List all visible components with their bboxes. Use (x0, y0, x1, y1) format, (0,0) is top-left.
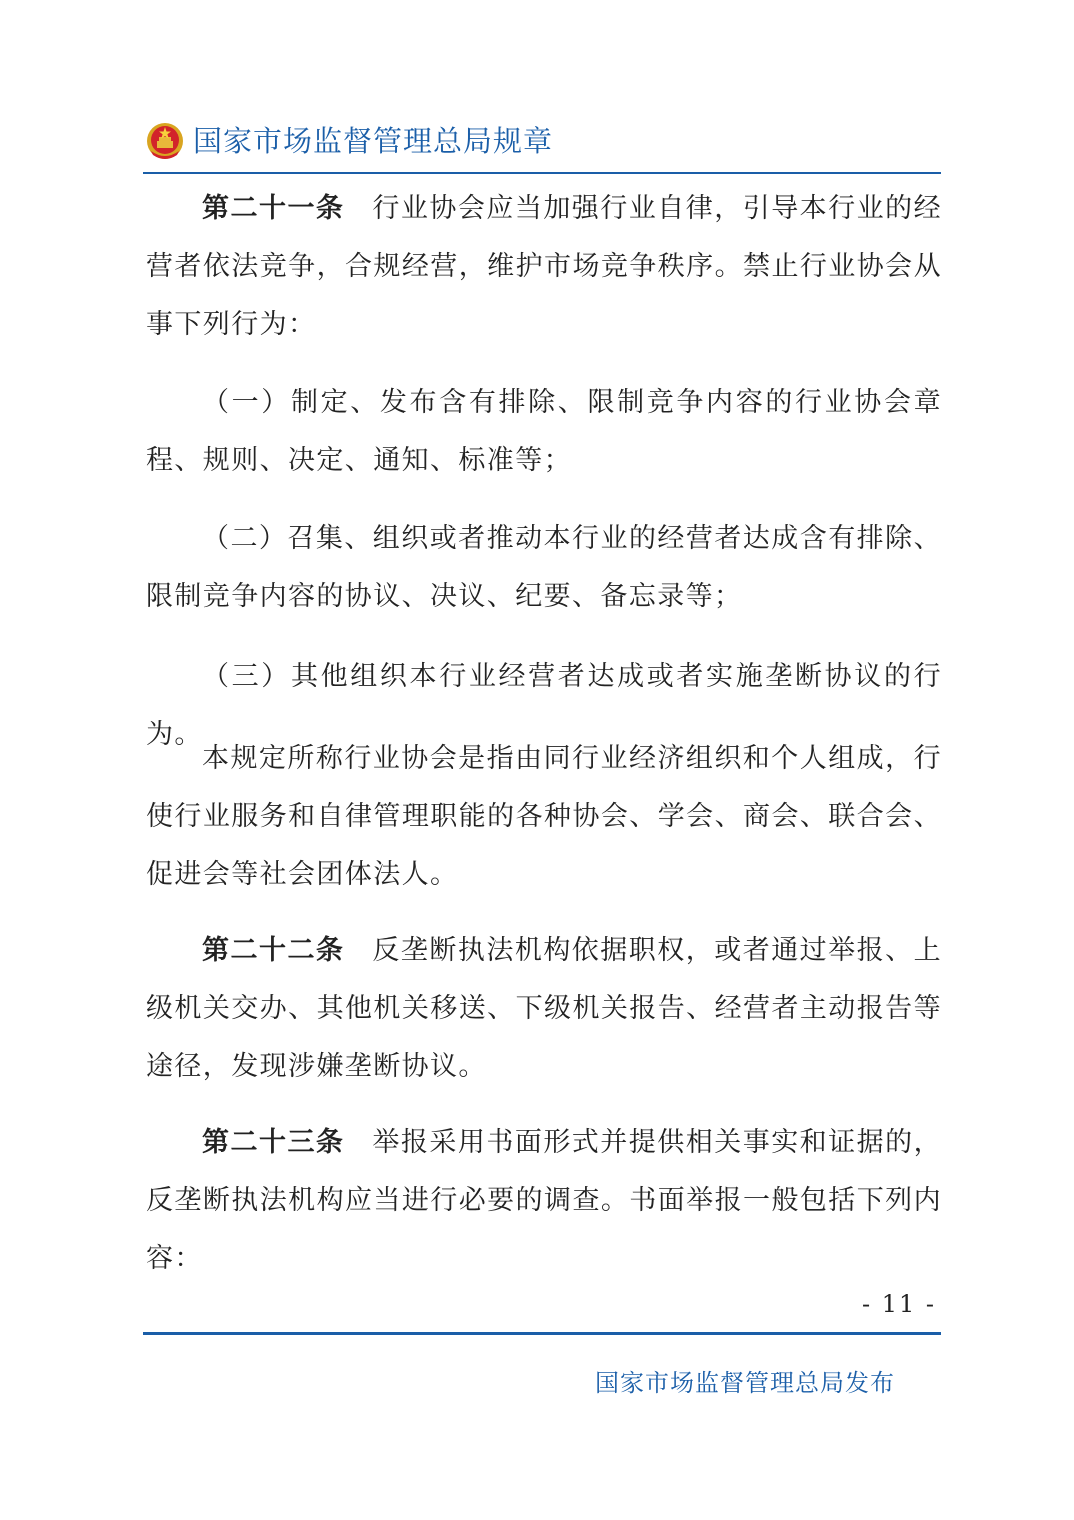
article-23-paragraph (146, 1114, 942, 1288)
article-23-text: 举报采用书面形式并提供相关事实和证据的，反垄断执法机构应当进行必要的调查。书面举报一般包括下列内容： (146, 1127, 943, 1274)
article-22 (146, 922, 942, 1096)
header-title: 国家市场监督管理总局规章 (193, 123, 554, 158)
article-21-title: 第二十一条 (202, 193, 345, 224)
article-21-item-1 (146, 374, 942, 490)
article-22-paragraph (146, 922, 942, 1096)
national-emblem-icon (145, 121, 185, 161)
article-23-title: 第二十三条 (202, 1127, 345, 1158)
header-divider (143, 172, 941, 174)
page-number: - 11 - (862, 1290, 937, 1318)
article-21-text: 行业协会应当加强行业自律，引导本行业的经营者依法竞争，合规经营，维护市场竞争秩序。禁止行业协会从事下列行为： (146, 193, 943, 340)
article-23 (146, 1114, 942, 1288)
article-21-paragraph (146, 180, 942, 354)
article-22-title: 第二十二条 (202, 935, 345, 966)
footer-publisher: 国家市场监督管理总局发布 (595, 1369, 895, 1397)
article-21-item-2 (146, 510, 942, 626)
article-21-item-2-text: （二）召集、组织或者推动本行业的经营者达成含有排除、限制竞争内容的协议、决议、纪要、备忘录等； (146, 523, 942, 612)
article-21-item-1-text: （一）制定、发布含有排除、限制竞争内容的行业协会章程、规则、决定、通知、标准等； (146, 387, 942, 476)
article-21-definition-text: 本规定所称行业协会是指由同行业经济组织和个人组成，行使行业服务和自律管理职能的各种协会、学会、商会、联合会、促进会等社会团体法人。 (146, 743, 942, 890)
article-21-item-3-text: （三）其他组织本行业经营者达成或者实施垄断协议的行为。 (146, 661, 942, 750)
article-21-definition (146, 730, 942, 904)
page-header (145, 116, 553, 166)
footer-divider (143, 1332, 941, 1335)
article-21 (146, 180, 942, 354)
article-22-text: 反垄断执法机构依据职权，或者通过举报、上级机关交办、其他机关移送、下级机关报告、经营者主动报告等途径，发现涉嫌垄断协议。 (146, 935, 943, 1082)
